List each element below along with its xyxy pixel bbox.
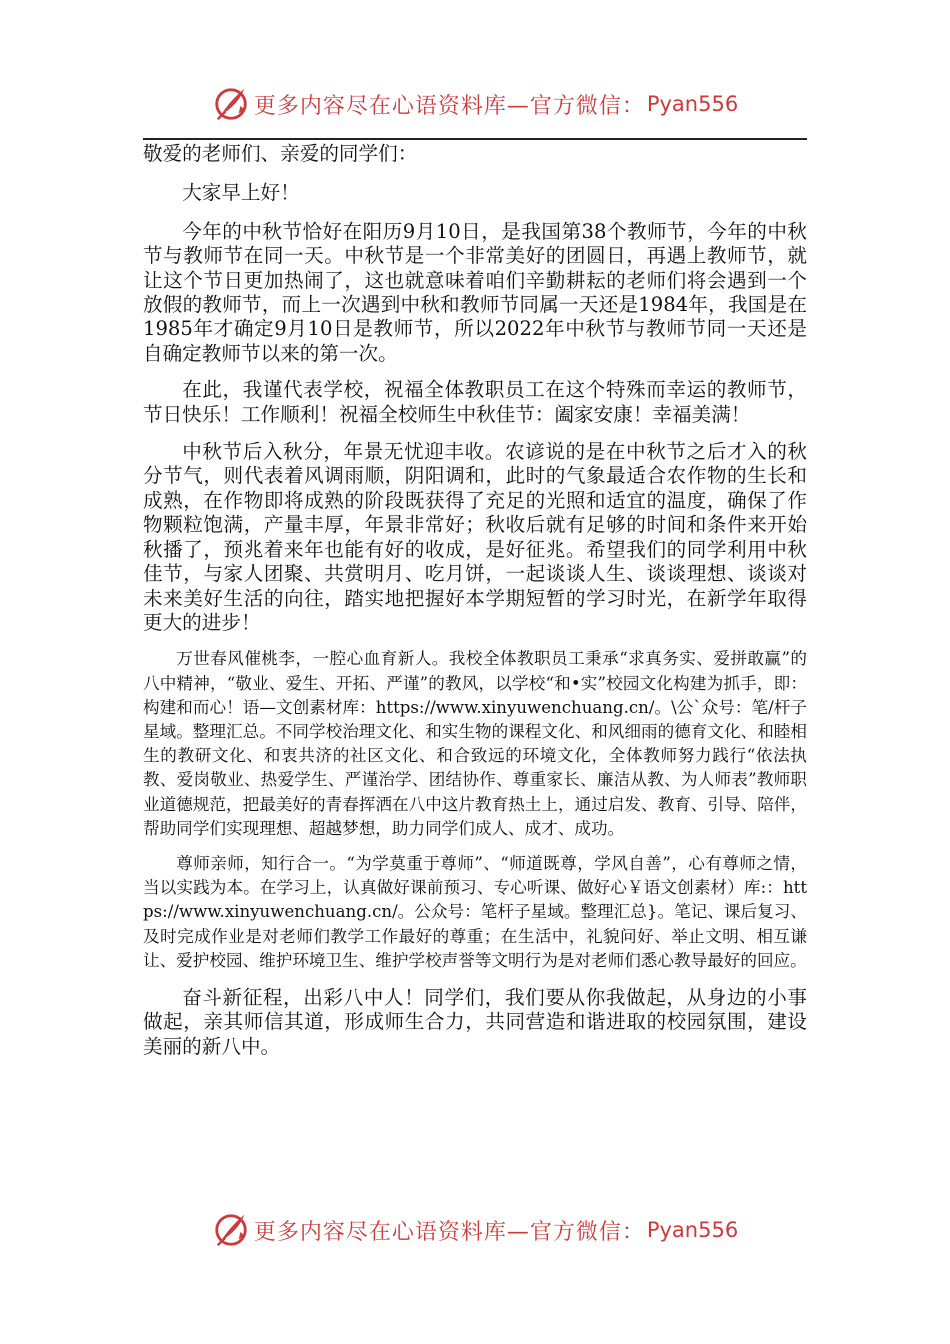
header-banner: [0, 84, 950, 124]
paragraph-1: 今年的中秋节恰好在阳历9月10日，是我国第38个教师节，今年的中秋节与教师节在同一天。中秋节是一个非常美好的团圆日，再遇上教师节，就让这个节日更加热闹了，这也就意味着咱们辛勤耕耘的老师们将会遇到一个放假的教师节，而上一次遇到中秋和教师节同属一天还是1984年，我国是在1985年才确定9月10日是教师节，所以2022年中秋节与教师节同一天还是自确定教师节以来的第一次。: [143, 219, 807, 365]
paragraph-4: 万世春风催桃李，一腔心血育新人。我校全体教职员工秉承“求真务实、爱拼敢赢”的八中精神，“敬业、爱生、开拓、严谨”的教风，以学校“和•实”校园文化构建为抓手，即：构建和而心！语—文创素材库：https://www.xinyuwenchuang.cn/。\公`众号：笔/杆子星域。整理汇总。不同学校治理文化、和实生物的课程文化、和风细雨的德育文化、和睦相生的教研文化、和衷共济的社区文化、和合致远的环境文化，全体教师努力践行“依法执教、爱岗敬业、热爱学生、严谨治学、团结协作、尊重家长、廉洁从教、为人师表”教师职业道德规范，把最美好的青春挥洒在八中这片教育热土上，通过启发、教育、引导、陪伴，帮助同学们实现理想、超越梦想，助力同学们成人、成才、成功。: [143, 649, 807, 838]
header-divider: [143, 138, 807, 140]
paragraph-6: 奋斗新征程，出彩八中人！同学们，我们要从你我做起，从身边的小事做起，亲其师信其道，形成师生合力，共同营造和谐进取的校园氛围，建设美丽的新八中。: [143, 985, 807, 1058]
greeting: 大家早上好！: [182, 181, 300, 205]
quill-logo-icon: [212, 85, 250, 123]
header-slogan: 更多内容尽在心语资料库—官方微信：: [253, 93, 645, 119]
footer-slogan: 更多内容尽在心语资料库—官方微信：: [253, 1219, 645, 1245]
paragraph-3: 中秋节后入秋分，年景无忧迎丰收。农谚说的是在中秋节之后才入的秋分节气，则代表着风调雨顺，阴阳调和，此时的气象最适合农作物的生长和成熟，在作物即将成熟的阶段既获得了充足的光照和适宜的温度，确保了作物颗粒饱满，产量丰厚，年景非常好；秋收后就有足够的时间和条件来开始秋播了，预兆着来年也能有好的收成，是好征兆。希望我们的同学利用中秋佳节，与家人团聚、共赏明月、吃月饼，一起谈谈人生、谈谈理想、谈谈对未来美好生活的向往，踏实地把握好本学期短暂的学习时光，在新学年取得更大的进步！: [143, 440, 807, 634]
footer-wechat-id: Pyan556: [646, 1218, 739, 1242]
quill-logo-icon: [212, 1211, 250, 1249]
paragraph-5: 尊师亲师，知行合一。“为学莫重于尊师”、“师道既尊，学风自善”，心有尊师之情，当以实践为本。在学习上，认真做好课前预习、专心听课、做好心￥语文创素材）库:：https://www.xinyuwenchuang.cn/。公众号：笔杆子星域。整理汇总}。笔记、课后复习、及时完成作业是对老师们教学工作最好的尊重；在生活中，礼貌问好、举止文明、相互谦让、爱护校园、维护环境卫生、维护学校声誉等文明行为是对老师们悉心教导最好的回应。: [143, 853, 807, 970]
header-wechat-id: Pyan556: [646, 92, 739, 116]
paragraph-2: 在此，我谨代表学校，祝福全体教职员工在这个特殊而幸运的教师节，节日快乐！工作顺利！祝福全校师生中秋佳节：阖家安康！幸福美满！: [143, 378, 807, 426]
footer-banner: [0, 1210, 950, 1250]
document-body: [143, 142, 807, 1059]
salutation: 敬爱的老师们、亲爱的同学们：: [143, 142, 418, 165]
